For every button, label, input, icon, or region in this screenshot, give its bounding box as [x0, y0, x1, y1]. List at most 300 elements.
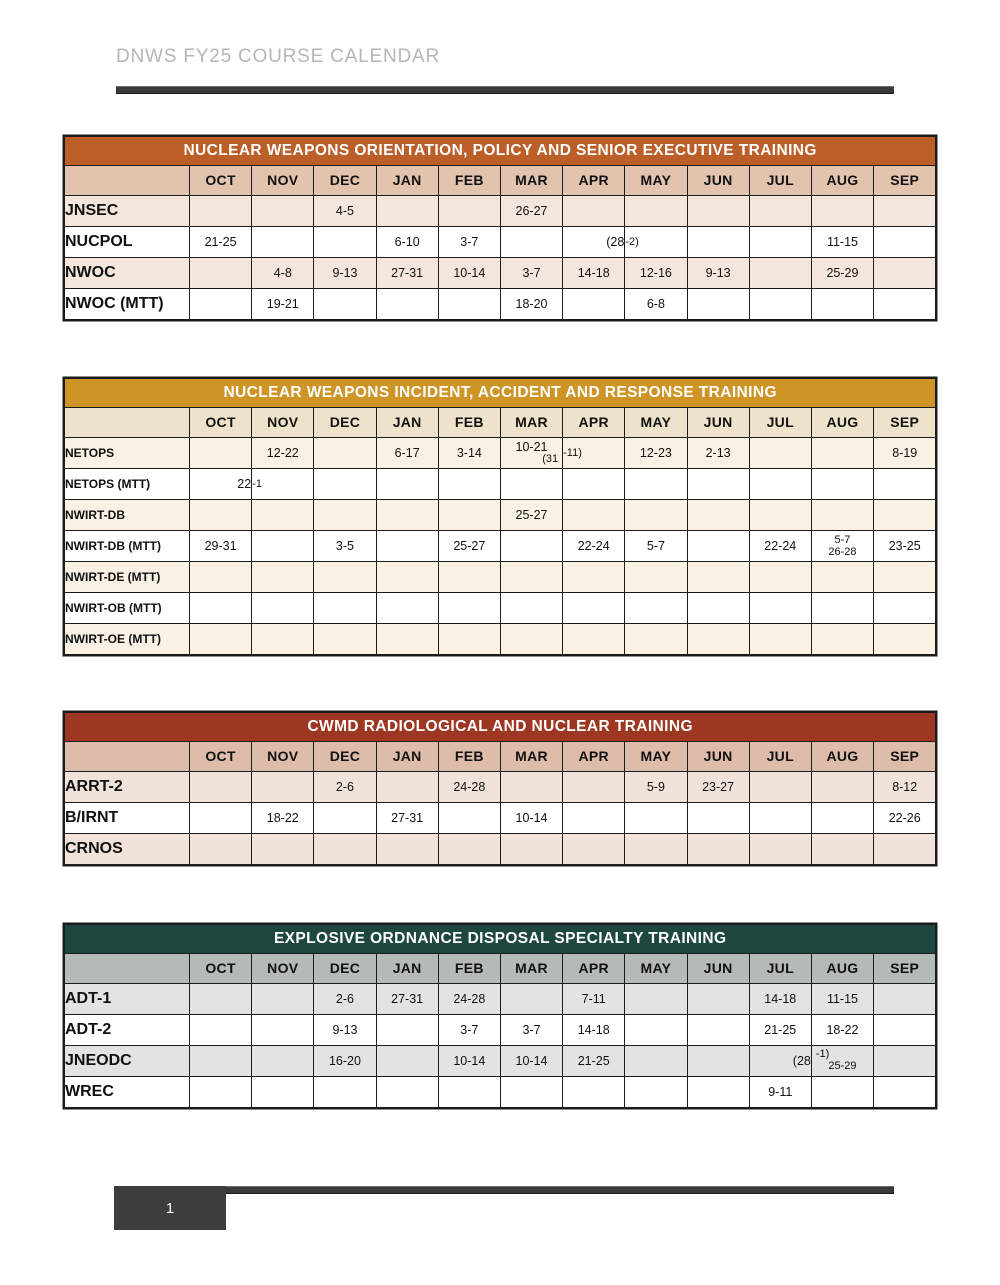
schedule-cell[interactable] — [563, 1077, 625, 1108]
schedule-cell[interactable]: 6-10 — [376, 227, 438, 258]
schedule-cell[interactable] — [438, 803, 500, 834]
schedule-cell[interactable] — [376, 1015, 438, 1046]
schedule-cell[interactable] — [376, 500, 438, 531]
schedule-cell[interactable]: 8-19 — [874, 438, 936, 469]
schedule-cell[interactable]: 22-26 — [874, 803, 936, 834]
month-header-oct: OCT — [190, 742, 252, 772]
schedule-cell[interactable] — [190, 438, 252, 469]
schedule-cell[interactable]: 22-24 — [749, 531, 811, 562]
calendar-table-explosive-ordnance-disposal — [64, 924, 936, 1108]
month-header-oct: OCT — [190, 166, 252, 196]
schedule-cell[interactable] — [811, 289, 873, 320]
schedule-cell[interactable] — [314, 438, 376, 469]
month-header-jan: JAN — [376, 954, 438, 984]
schedule-cell[interactable] — [874, 593, 936, 624]
schedule-cell[interactable] — [314, 562, 376, 593]
month-header-mar: MAR — [500, 166, 562, 196]
schedule-cell[interactable] — [563, 196, 625, 227]
schedule-cell[interactable] — [438, 289, 500, 320]
table-row — [65, 1046, 936, 1077]
course-label: CRNOS — [65, 834, 190, 865]
schedule-cell[interactable] — [438, 624, 500, 655]
month-header-jul: JUL — [749, 408, 811, 438]
schedule-cell[interactable] — [749, 803, 811, 834]
page-title: DNWS FY25 COURSE CALENDAR — [116, 46, 441, 67]
schedule-cell[interactable] — [687, 984, 749, 1015]
course-label: NWIRT-OE (MTT) — [65, 624, 190, 655]
month-header-aug: AUG — [811, 954, 873, 984]
schedule-cell[interactable]: 4-8 — [252, 258, 314, 289]
month-header-may: MAY — [625, 408, 687, 438]
schedule-cell[interactable]: 12-22 — [252, 438, 314, 469]
schedule-cell[interactable] — [314, 834, 376, 865]
schedule-cell[interactable]: 25-27 — [500, 500, 562, 531]
table-row — [65, 227, 936, 258]
schedule-cell[interactable] — [190, 258, 252, 289]
schedule-cell[interactable] — [749, 834, 811, 865]
schedule-cell[interactable]: 10-14 — [438, 1046, 500, 1077]
schedule-cell[interactable]: (28 — [749, 1046, 811, 1077]
schedule-cell[interactable]: -1 — [252, 469, 314, 500]
schedule-cell[interactable] — [438, 834, 500, 865]
schedule-cell[interactable] — [874, 196, 936, 227]
schedule-cell[interactable] — [252, 196, 314, 227]
schedule-cell[interactable]: -1) 25-29 — [811, 1046, 873, 1077]
schedule-cell[interactable]: 5-7 — [625, 531, 687, 562]
table-row — [65, 593, 936, 624]
schedule-cell[interactable] — [190, 772, 252, 803]
schedule-cell[interactable]: 14-18 — [563, 258, 625, 289]
month-header-may: MAY — [625, 166, 687, 196]
schedule-cell[interactable]: 3-5 — [314, 531, 376, 562]
schedule-cell[interactable] — [687, 624, 749, 655]
schedule-cell[interactable] — [438, 593, 500, 624]
page-header — [116, 46, 896, 68]
month-header-may: MAY — [625, 954, 687, 984]
schedule-cell[interactable] — [811, 469, 873, 500]
course-label: NWIRT-DB — [65, 500, 190, 531]
schedule-cell[interactable] — [749, 438, 811, 469]
month-header-jul: JUL — [749, 954, 811, 984]
schedule-cell[interactable] — [563, 469, 625, 500]
schedule-cell[interactable] — [438, 469, 500, 500]
schedule-cell[interactable]: 14-18 — [749, 984, 811, 1015]
schedule-cell[interactable] — [749, 500, 811, 531]
footer-divider — [116, 1186, 894, 1194]
schedule-cell[interactable]: 3-7 — [500, 258, 562, 289]
schedule-cell[interactable] — [687, 227, 749, 258]
schedule-cell[interactable] — [749, 227, 811, 258]
schedule-cell[interactable] — [625, 1046, 687, 1077]
schedule-cell[interactable] — [500, 984, 562, 1015]
schedule-cell[interactable]: 5-9 — [625, 772, 687, 803]
schedule-cell[interactable] — [376, 562, 438, 593]
month-header-mar: MAR — [500, 954, 562, 984]
page-number: 1 — [165, 1199, 175, 1217]
schedule-cell[interactable] — [190, 803, 252, 834]
schedule-cell[interactable] — [500, 562, 562, 593]
schedule-cell[interactable]: 18-20 — [500, 289, 562, 320]
schedule-cell[interactable] — [687, 834, 749, 865]
schedule-cell[interactable]: -11) — [563, 438, 625, 469]
schedule-cell[interactable] — [811, 803, 873, 834]
schedule-cell[interactable]: 3-7 — [438, 227, 500, 258]
table-corner-cell — [65, 954, 190, 984]
schedule-cell[interactable] — [811, 438, 873, 469]
schedule-cell[interactable]: 6-17 — [376, 438, 438, 469]
month-header-sep: SEP — [874, 742, 936, 772]
schedule-cell[interactable] — [874, 258, 936, 289]
header-divider — [116, 86, 894, 94]
month-header-sep: SEP — [874, 166, 936, 196]
schedule-cell[interactable] — [625, 469, 687, 500]
schedule-cell[interactable] — [252, 1046, 314, 1077]
schedule-cell[interactable] — [811, 196, 873, 227]
course-label: ADT-2 — [65, 1015, 190, 1046]
schedule-cell[interactable] — [563, 562, 625, 593]
month-header-apr: APR — [563, 166, 625, 196]
schedule-cell[interactable] — [376, 1046, 438, 1077]
schedule-cell[interactable]: 26-27 — [500, 196, 562, 227]
schedule-cell[interactable] — [811, 562, 873, 593]
schedule-cell[interactable] — [376, 624, 438, 655]
schedule-cell[interactable] — [438, 1077, 500, 1108]
schedule-cell[interactable] — [563, 624, 625, 655]
schedule-cell[interactable] — [749, 258, 811, 289]
schedule-cell[interactable] — [749, 469, 811, 500]
month-header-jan: JAN — [376, 408, 438, 438]
month-header-nov: NOV — [252, 166, 314, 196]
schedule-cell[interactable]: 19-21 — [252, 289, 314, 320]
table-title-band: NUCLEAR WEAPONS INCIDENT, ACCIDENT AND RESPONSE TRAINING — [65, 379, 936, 408]
schedule-cell[interactable] — [749, 624, 811, 655]
schedule-cell[interactable] — [252, 984, 314, 1015]
schedule-cell[interactable] — [190, 562, 252, 593]
table-row — [65, 469, 936, 500]
schedule-cell[interactable] — [563, 289, 625, 320]
schedule-cell[interactable]: 22 — [190, 469, 252, 500]
schedule-cell[interactable] — [874, 500, 936, 531]
schedule-cell[interactable] — [252, 1077, 314, 1108]
schedule-cell[interactable] — [500, 469, 562, 500]
schedule-cell[interactable] — [252, 500, 314, 531]
schedule-cell[interactable]: 7-11 — [563, 984, 625, 1015]
schedule-cell[interactable] — [438, 562, 500, 593]
schedule-cell[interactable] — [687, 469, 749, 500]
course-label: NWIRT-OB (MTT) — [65, 593, 190, 624]
schedule-cell[interactable] — [376, 531, 438, 562]
schedule-cell[interactable] — [314, 227, 376, 258]
month-header-jan: JAN — [376, 742, 438, 772]
schedule-cell[interactable]: 14-18 — [563, 1015, 625, 1046]
schedule-cell[interactable]: 9-13 — [314, 258, 376, 289]
month-header-feb: FEB — [438, 408, 500, 438]
schedule-cell[interactable] — [376, 1077, 438, 1108]
schedule-cell[interactable] — [749, 289, 811, 320]
schedule-cell[interactable]: 10-14 — [438, 258, 500, 289]
schedule-cell[interactable] — [314, 469, 376, 500]
month-header-oct: OCT — [190, 954, 252, 984]
schedule-cell[interactable] — [749, 196, 811, 227]
schedule-cell[interactable] — [687, 562, 749, 593]
schedule-cell[interactable]: 21-25 — [190, 227, 252, 258]
table-row — [65, 562, 936, 593]
schedule-cell[interactable]: (28 — [563, 227, 625, 258]
schedule-cell[interactable] — [500, 593, 562, 624]
schedule-cell[interactable]: 4-5 — [314, 196, 376, 227]
schedule-cell[interactable] — [190, 1077, 252, 1108]
schedule-cell[interactable] — [376, 834, 438, 865]
schedule-cell[interactable] — [874, 624, 936, 655]
month-header-dec: DEC — [314, 408, 376, 438]
month-header-nov: NOV — [252, 742, 314, 772]
course-label: JNSEC — [65, 196, 190, 227]
schedule-cell[interactable] — [625, 500, 687, 531]
schedule-cell[interactable] — [563, 834, 625, 865]
schedule-cell[interactable] — [376, 289, 438, 320]
course-label: JNEODC — [65, 1046, 190, 1077]
schedule-cell[interactable] — [252, 562, 314, 593]
course-label: B/IRNT — [65, 803, 190, 834]
schedule-cell[interactable] — [811, 834, 873, 865]
schedule-cell[interactable] — [190, 500, 252, 531]
schedule-cell[interactable] — [252, 227, 314, 258]
month-header-jun: JUN — [687, 742, 749, 772]
schedule-cell[interactable]: 12-23 — [625, 438, 687, 469]
schedule-cell[interactable]: 8-12 — [874, 772, 936, 803]
schedule-cell[interactable] — [687, 289, 749, 320]
month-header-apr: APR — [563, 742, 625, 772]
table-row — [65, 1015, 936, 1046]
schedule-cell[interactable] — [749, 593, 811, 624]
schedule-cell[interactable]: 11-15 — [811, 984, 873, 1015]
schedule-cell[interactable]: 10-14 — [500, 803, 562, 834]
schedule-cell[interactable] — [252, 624, 314, 655]
table-row — [65, 531, 936, 562]
schedule-cell[interactable] — [687, 196, 749, 227]
course-label: NUCPOL — [65, 227, 190, 258]
schedule-cell[interactable] — [500, 772, 562, 803]
month-header-jan: JAN — [376, 166, 438, 196]
schedule-cell[interactable]: 22-24 — [563, 531, 625, 562]
schedule-cell[interactable] — [563, 772, 625, 803]
schedule-cell[interactable] — [500, 227, 562, 258]
schedule-cell[interactable] — [874, 289, 936, 320]
schedule-cell[interactable] — [687, 593, 749, 624]
schedule-cell[interactable] — [687, 531, 749, 562]
schedule-cell[interactable] — [687, 1046, 749, 1077]
schedule-cell[interactable]: 6-8 — [625, 289, 687, 320]
course-label: NWOC — [65, 258, 190, 289]
table-corner-cell — [65, 166, 190, 196]
table-corner-cell — [65, 408, 190, 438]
schedule-cell[interactable]: 25-27 — [438, 531, 500, 562]
schedule-cell[interactable]: 12-16 — [625, 258, 687, 289]
schedule-cell[interactable] — [625, 196, 687, 227]
schedule-cell[interactable] — [811, 593, 873, 624]
schedule-cell[interactable] — [687, 1015, 749, 1046]
course-label: NWOC (MTT) — [65, 289, 190, 320]
schedule-cell[interactable]: 9-13 — [687, 258, 749, 289]
schedule-cell[interactable]: 11-15 — [811, 227, 873, 258]
schedule-cell[interactable] — [563, 593, 625, 624]
schedule-cell[interactable] — [687, 803, 749, 834]
table-row — [65, 984, 936, 1015]
table-row — [65, 438, 936, 469]
table-row — [65, 834, 936, 865]
month-header-may: MAY — [625, 742, 687, 772]
schedule-cell[interactable] — [438, 196, 500, 227]
schedule-cell[interactable] — [190, 984, 252, 1015]
schedule-cell[interactable] — [625, 624, 687, 655]
month-header-dec: DEC — [314, 954, 376, 984]
schedule-cell[interactable] — [190, 1046, 252, 1077]
schedule-cell[interactable] — [190, 289, 252, 320]
schedule-cell[interactable] — [625, 593, 687, 624]
schedule-cell[interactable]: 27-31 — [376, 984, 438, 1015]
schedule-cell[interactable] — [314, 593, 376, 624]
schedule-cell[interactable] — [376, 593, 438, 624]
calendar-table-cwmd-radiological-nuclear — [64, 712, 936, 865]
schedule-cell[interactable]: 18-22 — [252, 803, 314, 834]
table-title-band: CWMD RADIOLOGICAL AND NUCLEAR TRAINING — [65, 713, 936, 742]
schedule-cell[interactable] — [563, 500, 625, 531]
schedule-cell[interactable] — [625, 803, 687, 834]
month-header-oct: OCT — [190, 408, 252, 438]
schedule-cell[interactable] — [811, 500, 873, 531]
schedule-cell[interactable] — [874, 227, 936, 258]
schedule-cell[interactable] — [376, 469, 438, 500]
schedule-cell[interactable]: 3-14 — [438, 438, 500, 469]
schedule-cell[interactable]: 21-25 — [749, 1015, 811, 1046]
schedule-cell[interactable] — [314, 500, 376, 531]
schedule-cell[interactable]: 18-22 — [811, 1015, 873, 1046]
schedule-cell[interactable]: 27-31 — [376, 258, 438, 289]
schedule-cell[interactable]: 23-27 — [687, 772, 749, 803]
schedule-cell[interactable] — [874, 1077, 936, 1108]
schedule-cell[interactable] — [314, 289, 376, 320]
schedule-cell[interactable]: 3-7 — [500, 1015, 562, 1046]
table-row — [65, 500, 936, 531]
schedule-cell[interactable] — [811, 624, 873, 655]
schedule-cell[interactable]: 16-20 — [314, 1046, 376, 1077]
table-row — [65, 1077, 936, 1108]
month-header-nov: NOV — [252, 408, 314, 438]
schedule-cell[interactable] — [376, 196, 438, 227]
calendar-table-nuclear-weapons-orientation — [64, 136, 936, 320]
schedule-cell[interactable] — [625, 984, 687, 1015]
schedule-cell[interactable] — [252, 593, 314, 624]
schedule-cell[interactable] — [625, 562, 687, 593]
schedule-cell[interactable] — [625, 1015, 687, 1046]
calendar-table-nuclear-weapons-incident — [64, 378, 936, 655]
schedule-cell[interactable] — [190, 1015, 252, 1046]
month-header-nov: NOV — [252, 954, 314, 984]
schedule-cell[interactable] — [749, 562, 811, 593]
schedule-cell[interactable] — [500, 531, 562, 562]
schedule-cell[interactable]: 2-6 — [314, 984, 376, 1015]
schedule-cell[interactable] — [314, 1077, 376, 1108]
schedule-cell[interactable]: 5-7 26-28 — [811, 531, 873, 562]
schedule-cell[interactable] — [874, 562, 936, 593]
schedule-cell[interactable] — [811, 772, 873, 803]
course-label: WREC — [65, 1077, 190, 1108]
month-header-aug: AUG — [811, 742, 873, 772]
schedule-cell[interactable] — [500, 624, 562, 655]
schedule-cell[interactable] — [252, 531, 314, 562]
schedule-cell[interactable]: -2) — [625, 227, 687, 258]
table-title-band: NUCLEAR WEAPONS ORIENTATION, POLICY AND SENIOR EXECUTIVE TRAINING — [65, 137, 936, 166]
schedule-cell[interactable]: 9-11 — [749, 1077, 811, 1108]
table-row — [65, 258, 936, 289]
schedule-cell[interactable] — [625, 834, 687, 865]
schedule-cell[interactable] — [874, 834, 936, 865]
schedule-cell[interactable]: 24-28 — [438, 772, 500, 803]
table-row — [65, 624, 936, 655]
schedule-cell[interactable]: 24-28 — [438, 984, 500, 1015]
schedule-cell[interactable]: 27-31 — [376, 803, 438, 834]
schedule-cell[interactable] — [874, 984, 936, 1015]
schedule-cell[interactable] — [252, 1015, 314, 1046]
month-header-apr: APR — [563, 408, 625, 438]
course-label: ARRT-2 — [65, 772, 190, 803]
schedule-cell[interactable]: 2-6 — [314, 772, 376, 803]
schedule-cell[interactable]: 21-25 — [563, 1046, 625, 1077]
schedule-cell[interactable] — [625, 1077, 687, 1108]
schedule-cell[interactable] — [190, 624, 252, 655]
schedule-cell[interactable]: 10-21 (31 — [500, 438, 562, 469]
month-header-feb: FEB — [438, 742, 500, 772]
schedule-cell[interactable] — [500, 834, 562, 865]
schedule-cell[interactable]: 23-25 — [874, 531, 936, 562]
schedule-cell[interactable] — [874, 1046, 936, 1077]
schedule-cell[interactable] — [687, 500, 749, 531]
course-label: NETOPS — [65, 438, 190, 469]
schedule-cell[interactable] — [500, 1077, 562, 1108]
schedule-cell[interactable] — [563, 803, 625, 834]
schedule-cell[interactable]: 2-13 — [687, 438, 749, 469]
page-number-box — [114, 1186, 226, 1230]
schedule-cell[interactable] — [687, 1077, 749, 1108]
schedule-cell[interactable]: 3-7 — [438, 1015, 500, 1046]
schedule-cell[interactable] — [749, 772, 811, 803]
month-header-feb: FEB — [438, 954, 500, 984]
schedule-cell[interactable] — [190, 196, 252, 227]
schedule-cell[interactable] — [252, 772, 314, 803]
course-label: ADT-1 — [65, 984, 190, 1015]
schedule-cell[interactable]: 10-14 — [500, 1046, 562, 1077]
schedule-cell[interactable]: 25-29 — [811, 258, 873, 289]
month-header-sep: SEP — [874, 954, 936, 984]
schedule-cell[interactable] — [811, 1077, 873, 1108]
schedule-cell[interactable] — [376, 772, 438, 803]
month-header-feb: FEB — [438, 166, 500, 196]
schedule-cell[interactable] — [314, 803, 376, 834]
schedule-cell[interactable] — [190, 834, 252, 865]
schedule-cell[interactable] — [874, 469, 936, 500]
course-label: NWIRT-DE (MTT) — [65, 562, 190, 593]
month-header-apr: APR — [563, 954, 625, 984]
schedule-cell[interactable] — [438, 500, 500, 531]
schedule-cell[interactable]: 9-13 — [314, 1015, 376, 1046]
schedule-cell[interactable] — [252, 834, 314, 865]
schedule-cell[interactable] — [874, 1015, 936, 1046]
schedule-cell[interactable]: 29-31 — [190, 531, 252, 562]
month-header-dec: DEC — [314, 166, 376, 196]
schedule-cell[interactable] — [314, 624, 376, 655]
month-header-mar: MAR — [500, 742, 562, 772]
schedule-cell[interactable] — [190, 593, 252, 624]
